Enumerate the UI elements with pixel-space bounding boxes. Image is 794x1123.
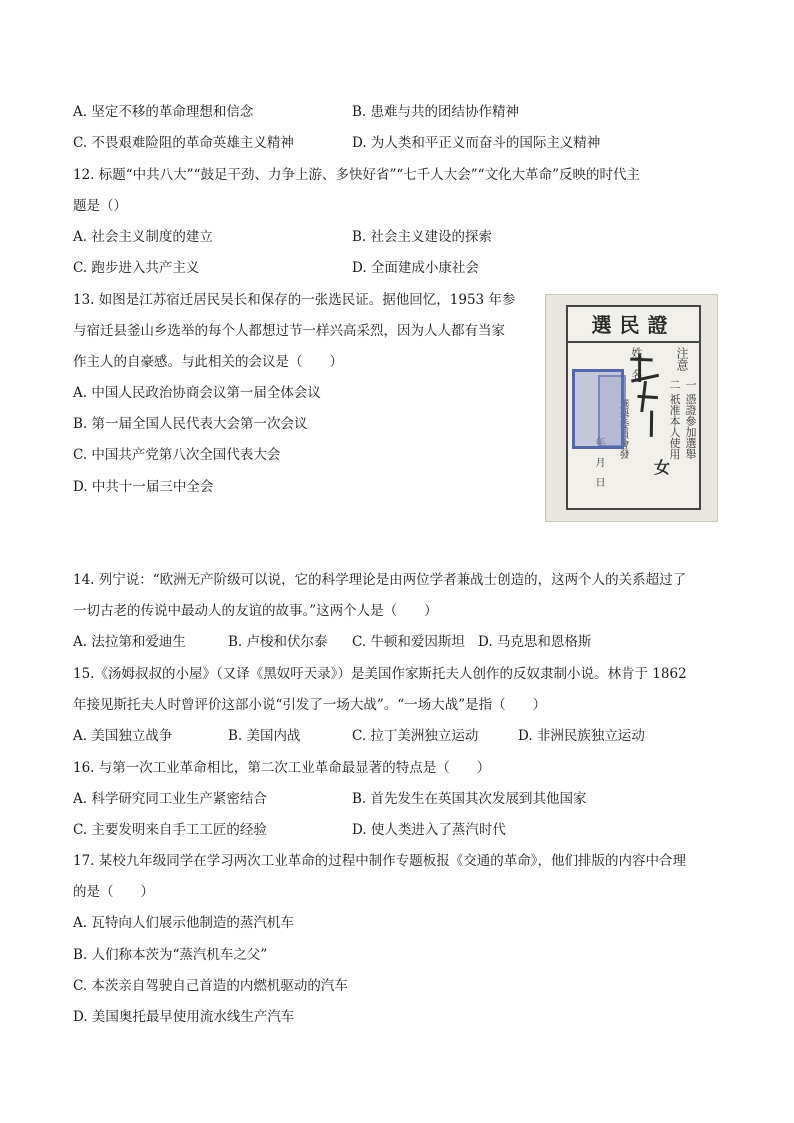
q13-stem-line2: 与宿迁县釜山乡选举的每个人都想过节一样兴高采烈，因为人人都有当家 [73, 323, 505, 339]
q16-stem: 16. 与第一次工业革命相比，第二次工业革命最显著的特点是（ ） [73, 760, 491, 776]
certificate-seal-stamp-secondary [598, 375, 626, 447]
q13-stem-line1: 13. 如图是江苏宿迁居民吴长和保存的一张选民证。据他回忆，1953 年参 [73, 292, 516, 308]
q14-stem-line1: 14. 列宁说：“欧洲无产阶级可以说，它的科学理论是由两位学者兼战士创造的，这两个人的关系超过了 [73, 572, 687, 588]
q16-option-a: A. 科学研究同工业生产紧密结合 [73, 791, 267, 807]
handwritten-name-ink [622, 349, 675, 450]
q12-stem-line2: 题是（） [73, 198, 127, 214]
q17-option-a: A. 瓦特向人们展示他制造的蒸汽机车 [73, 915, 294, 931]
q15-stem-line2: 年接见斯托夫人时曾评价这部小说“引发了一场大战”。“一场大战”是指（ ） [73, 697, 547, 713]
q15-option-c: C. 拉丁美洲独立运动 [352, 728, 479, 744]
q15-stem-line1: 15.《汤姆叔叔的小屋》（又译《黑奴吁天录》）是美国作家斯托夫人创作的反奴隶制小说。林肯于 1862 [73, 666, 687, 682]
certificate-notice-1: 一 憑證參加選舉 [684, 379, 697, 460]
q14-option-a: A. 法拉第和爱迪生 [73, 634, 186, 650]
q14-stem-line2: 一切古老的传说中最动人的友谊的故事。”这两个人是（ ） [73, 603, 438, 619]
q12-stem-line1: 12. 标题“中共八大”“鼓足干劲、力争上游、多快好省”“七千人大会”“文化大革命”反映的时代主 [73, 167, 640, 183]
q11-option-b: B. 患难与共的团结协作精神 [352, 104, 520, 120]
certificate-notice-label: 注意 [675, 347, 689, 371]
q15-option-a: A. 美国独立战争 [73, 728, 173, 744]
q13-option-b: B. 第一届全国人民代表大会第一次会议 [73, 416, 308, 432]
q12-option-c: C. 跑步进入共产主义 [73, 260, 200, 276]
certificate-notice-2: 二 祇准本人使用 [668, 379, 681, 460]
q14-option-b: B. 卢梭和伏尔泰 [228, 634, 328, 650]
q16-option-c: C. 主要发明来自手工工匠的经验 [73, 822, 267, 838]
q11-option-c: C. 不畏艰难险阻的革命英雄主义精神 [73, 135, 294, 151]
q16-option-d: D. 使人类进入了蒸汽时代 [352, 822, 506, 838]
q15-option-d: D. 非洲民族独立运动 [518, 728, 645, 744]
certificate-name-label: 姓 名 [630, 347, 643, 380]
q14-option-d: D. 马克思和恩格斯 [478, 634, 592, 650]
certificate-divider [568, 341, 699, 343]
q12-option-b: B. 社会主义建设的探索 [352, 229, 493, 245]
q12-option-a: A. 社会主义制度的建立 [73, 229, 213, 245]
certificate-title: 選民證 [591, 313, 676, 337]
q17-option-d: D. 美国奥托最早使用流水线生产汽车 [73, 1009, 295, 1025]
q13-option-c: C. 中国共产党第八次全国代表大会 [73, 447, 281, 463]
voter-certificate-card [566, 305, 701, 510]
q17-stem-line2: 的是（ ） [73, 884, 154, 900]
q13-stem-line3: 作主人的自豪感。与此相关的会议是（ ） [73, 354, 343, 370]
q17-stem-line1: 17. 某校九年级同学在学习两次工业革命的过程中制作专题板报《交通的革命》，他们排版的内容中合理 [73, 853, 687, 869]
certificate-issuer: 選舉委員會發 [617, 399, 628, 459]
q15-option-b: B. 美国内战 [228, 728, 301, 744]
q13-option-d: D. 中共十一届三中全会 [73, 479, 214, 495]
q11-option-d: D. 为人类和平正义而奋斗的国际主义精神 [352, 135, 601, 151]
q13-option-a: A. 中国人民政治协商会议第一届全体会议 [73, 385, 321, 401]
q17-option-b: B. 人们称本茨为“蒸汽机车之父” [73, 947, 268, 963]
q16-option-b: B. 首先发生在英国其次发展到其他国家 [352, 791, 587, 807]
certificate-sex: 女 [654, 458, 671, 477]
certificate-date: 年 月 日 [593, 437, 604, 487]
q12-option-d: D. 全面建成小康社会 [352, 260, 479, 276]
voter-certificate-photo [545, 294, 718, 522]
q17-option-c: C. 本茨亲自驾驶自己首造的内燃机驱动的汽车 [73, 978, 348, 994]
q11-option-a: A. 坚定不移的革命理想和信念 [73, 104, 254, 120]
q14-option-c: C. 牛顿和爱因斯坦 [352, 634, 465, 650]
